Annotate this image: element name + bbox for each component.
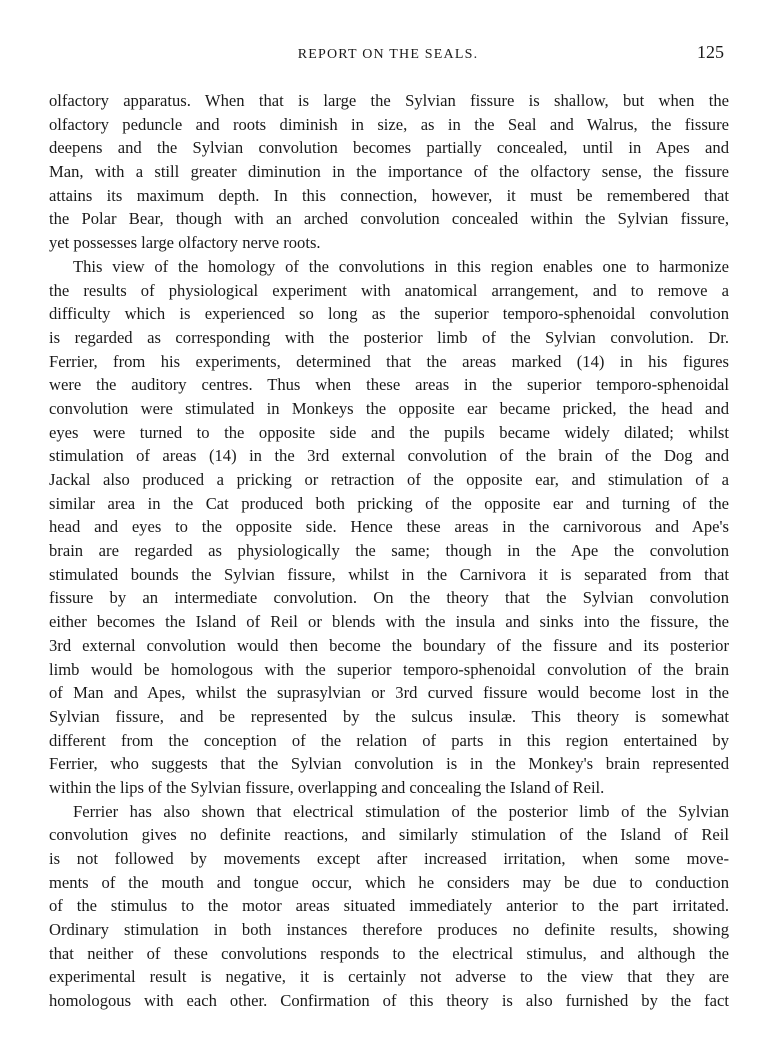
text-line: head and eyes to the opposite side. Hence these areas in the carnivorous and Ape's	[49, 517, 729, 537]
text-line: the results of physiological experiment with anatomical arrangement, and to remove a	[49, 280, 729, 300]
text-line: olfactory peduncle and roots diminish in size, as in the Seal and Walrus, the fissure	[49, 114, 729, 134]
text-line: fissure by an intermediate convolution. On the theory that the Sylvian convolution	[49, 588, 729, 608]
body-text	[49, 89, 729, 1013]
text-line: that neither of these convolutions responds to the electrical stimulus, and although the	[49, 943, 729, 963]
text-line: This view of the homology of the convolutions in this region enables one to harmonize	[73, 256, 729, 276]
text-line: either becomes the Island of Reil or blends with the insula and sinks into the fissure, the	[49, 612, 729, 632]
text-line: ments of the mouth and tongue occur, which he considers may be due to conduction	[49, 872, 729, 892]
text-line: Ferrier, who suggests that the Sylvian convolution is in the Monkey's brain represented	[49, 754, 729, 774]
text-line: olfactory apparatus. When that is large the Sylvian fissure is shallow, but when the	[49, 91, 729, 110]
text-line: eyes were turned to the opposite side and the pupils became widely dilated; whilst	[49, 422, 729, 442]
text-line: 3rd external convolution would then become the boundary of the fissure and its posterior	[49, 635, 729, 655]
text-line: of Man and Apes, whilst the suprasylvian or 3rd curved fissure would become lost in the	[49, 683, 729, 703]
text-line: experimental result is negative, it is certainly not adverse to the view that they are	[49, 967, 729, 987]
text-line: Ferrier, from his experiments, determined that the areas marked (14) in his figures	[49, 351, 729, 371]
text-line: is regarded as corresponding with the posterior limb of the Sylvian convolution. Dr.	[49, 327, 729, 347]
paragraph-1	[49, 89, 729, 255]
text-line: stimulated bounds the Sylvian fissure, whilst in the Carnivora it is separated from that	[49, 564, 729, 584]
text-line: brain are regarded as physiologically the same; though in the Ape the convolution	[49, 541, 729, 561]
text-line: of the stimulus to the motor areas situated immediately anterior to the part irritated.	[49, 896, 729, 916]
paragraph-3	[49, 800, 729, 1013]
running-head	[48, 42, 728, 66]
text-line: different from the conception of the relation of parts in this region entertained by	[49, 730, 729, 750]
text-line: Sylvian fissure, and be represented by the sulcus insulæ. This theory is somewhat	[49, 706, 729, 726]
text-line: similar area in the Cat produced both pricking of the opposite ear and turning of the	[49, 493, 729, 513]
text-line: Ferrier has also shown that electrical stimulation of the posterior limb of the Sylvian	[73, 801, 729, 821]
text-line: convolution were stimulated in Monkeys the opposite ear became pricked, the head and	[49, 398, 729, 418]
text-line: convolution gives no definite reactions, and similarly stimulation of the Island of Reil	[49, 825, 729, 845]
page-number: 125	[697, 42, 724, 62]
text-line: the Polar Bear, though with an arched convolution concealed within the Sylvian fissure,	[49, 209, 729, 229]
paragraph-2	[49, 255, 729, 800]
text-line: within the lips of the Sylvian fissure, overlapping and concealing the Island of Reil.	[49, 777, 605, 797]
text-line: were the auditory centres. Thus when these areas in the superior temporo-sphenoidal	[49, 375, 729, 395]
text-line: Man, with a still greater diminution in the importance of the olfactory sense, the fissure	[49, 162, 729, 182]
text-line: Jackal also produced a pricking or retraction of the opposite ear, and stimulation of a	[49, 470, 729, 489]
text-line: stimulation of areas (14) in the 3rd external convolution of the brain of the Dog and	[49, 446, 729, 466]
text-line: limb would be homologous with the superior temporo-sphenoidal convolution of the brain	[49, 659, 729, 679]
running-title: REPORT ON THE SEALS.	[297, 47, 479, 62]
text-line: attains its maximum depth. In this connection, however, it must be remembered that	[49, 185, 729, 205]
text-line: deepens and the Sylvian convolution becomes partially concealed, until in Apes and	[49, 138, 729, 158]
text-line: is not followed by movements except after increased irritation, when some move-	[49, 849, 729, 868]
text-line: yet possesses large olfactory nerve roots.	[49, 233, 321, 253]
text-line: difficulty which is experienced so long as the superior temporo-sphenoidal convolution	[49, 304, 729, 324]
text-line: Ordinary stimulation in both instances therefore produces no definite results, showing	[49, 920, 729, 940]
text-line: homologous with each other. Confirmation of this theory is also furnished by the fact	[49, 991, 729, 1011]
